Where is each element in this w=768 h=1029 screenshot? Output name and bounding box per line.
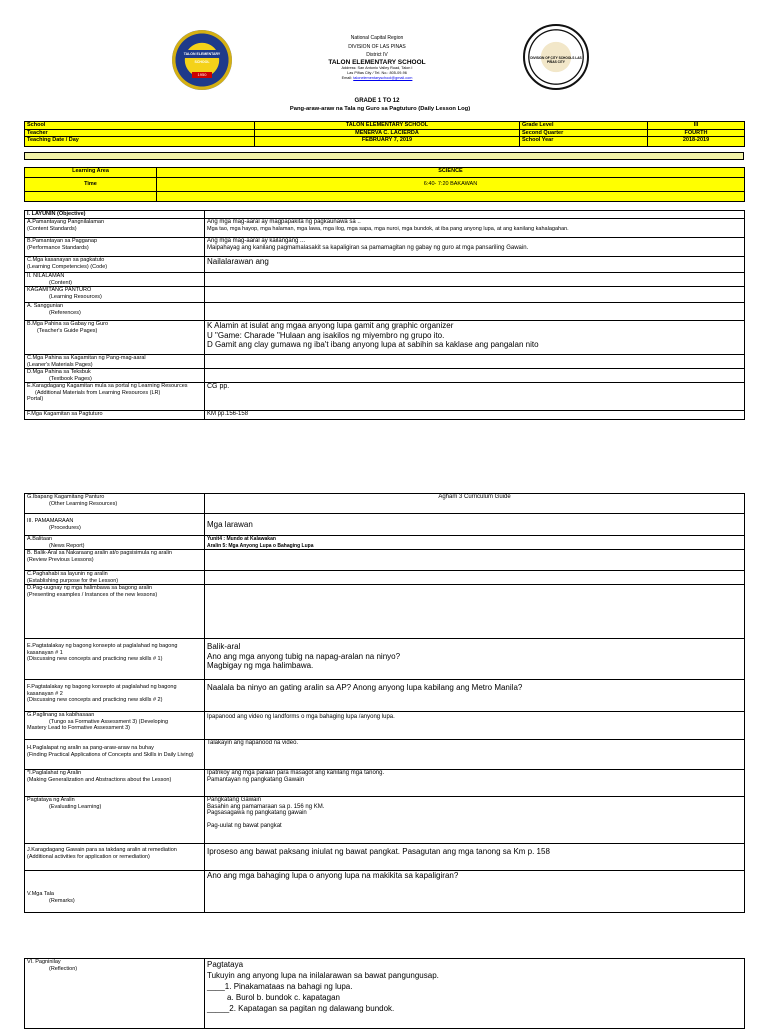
content-standards-line: Ang mga mag-aaral ay magpapakita ng pagkaunawa sa .. bbox=[207, 219, 361, 225]
info-label: Teacher bbox=[25, 129, 255, 137]
info-value: TALON ELEMENTARY SCHOOL bbox=[255, 122, 520, 130]
examples-label: D.Pag-uugnay ng mga halimbawa sa bagong aralin bbox=[27, 585, 153, 591]
seal-left-banner: TALON ELEMENTARY SCHOOL bbox=[180, 50, 224, 58]
grade-title: GRADE 1 TO 12 bbox=[354, 98, 400, 104]
resources-label: KAGAMITANG PANTURO bbox=[27, 287, 92, 293]
concept2-label: F.Pagtatalakay ng bagong konsepto at paglalahad ng bagong kasanayan # 2 bbox=[27, 684, 177, 697]
table-row bbox=[25, 712, 745, 740]
competencies-label: C.Mga kasanayan sa pagkatuto bbox=[27, 257, 105, 263]
concept1-sub: (Discussing new concepts and practicing new skills # 1) bbox=[27, 656, 163, 662]
lm-label: C.Mga Pahina sa Kagamitan ng Pang-mag-aaral bbox=[27, 355, 146, 361]
info-label: School Year bbox=[520, 137, 648, 147]
empty-cell bbox=[205, 585, 745, 639]
table-row bbox=[25, 844, 745, 871]
references-label: A. Sanggunian bbox=[27, 303, 64, 309]
reflection-line: Tukuyin ang anyong lupa na inilalarawan sa bawat pangungusap. bbox=[207, 971, 439, 980]
references-sub: (References) bbox=[49, 309, 81, 316]
news-report-sub: (News Report) bbox=[49, 542, 85, 549]
reflection-label: VI. Pagninilay bbox=[27, 959, 61, 965]
generalization-label: *I.Paglalahat ng Aralin bbox=[27, 770, 82, 776]
info-spacer-row bbox=[24, 152, 744, 160]
region-text: National Capital Region bbox=[350, 35, 404, 41]
address-line-2: Las Piñas City / Tel. No.: 805-09-96 bbox=[347, 71, 407, 75]
empty-cell bbox=[205, 287, 745, 303]
lr-portal-label: E.Karagdagang Kagamitan mula sa portal ng Learning Resources bbox=[27, 383, 188, 389]
guide-sub: (Teacher's Guide Pages) bbox=[37, 327, 98, 334]
empty-cell bbox=[205, 369, 745, 383]
learning-area-value: SCIENCE bbox=[157, 168, 745, 178]
table-row bbox=[25, 303, 745, 321]
info-table bbox=[24, 121, 745, 147]
email-prefix: Email: bbox=[341, 76, 353, 80]
mastery-sub: Mastery Lead to Formative Assessment 3) bbox=[27, 725, 131, 731]
table-row bbox=[25, 129, 745, 137]
empty-cell bbox=[157, 192, 745, 202]
remediation-value: Iproseso ang bawat paksang iniulat ng bawat pangkat. Pasagutan ang mga tanong sa Km p. 158 bbox=[205, 844, 745, 871]
table-row bbox=[25, 550, 745, 571]
table-row bbox=[25, 959, 745, 1029]
daily-life-value: Talakayin ang napanood na video. bbox=[205, 740, 745, 770]
remarks-label: V.Mga Tala bbox=[27, 891, 54, 897]
empty-cell bbox=[205, 273, 745, 287]
lesson-table-2 bbox=[24, 493, 745, 913]
review-sub: (Review Previous Lessons) bbox=[27, 556, 94, 563]
evaluation-label: Pagtataya ng Aralin bbox=[27, 797, 75, 803]
concept1-line: Magbigay ng mga halimbawa. bbox=[207, 661, 314, 670]
table-row bbox=[25, 514, 745, 536]
email-link[interactable]: talonelementaryschool@gmail.com bbox=[353, 76, 413, 80]
procedures-value: Mga larawan bbox=[205, 514, 745, 536]
reflection-line: a. Burol b. bundok c. kapatagan bbox=[227, 993, 340, 1002]
daily-life-sub: (Finding Practical Applications of Concepts and Skills in Daily Living) bbox=[27, 751, 194, 758]
lesson-table-3 bbox=[24, 958, 745, 1029]
performance-standards-line: Maipahayag ang kanilang pagmamalasakit sa kapaligiran sa pamamagitan ng gabay ng guro at mga pansariling Gawain. bbox=[207, 244, 529, 251]
table-row bbox=[25, 178, 745, 192]
table-row bbox=[25, 321, 745, 355]
table-row bbox=[25, 287, 745, 303]
mastery-value: Ipapanood ang video ng landforms o mga bahaging lupa /anyong lupa. bbox=[205, 712, 745, 740]
email-line bbox=[250, 76, 504, 81]
reflection-sub: (Reflection) bbox=[49, 965, 78, 972]
table-row bbox=[25, 369, 745, 383]
empty-cell bbox=[205, 550, 745, 571]
evaluation-sub: (Evaluating Learning) bbox=[49, 803, 102, 810]
evaluation-line: Pagsasagawa ng pangkatang gawain bbox=[207, 810, 307, 816]
empty-cell bbox=[205, 571, 745, 585]
mastery-sub: (Tungo sa Formative Assessment 3) (Developing bbox=[49, 718, 169, 725]
empty-cell bbox=[205, 303, 745, 321]
guide-k: K Alamin at isulat ang mgaa anyong lupa gamit ang graphic organizer bbox=[207, 321, 454, 330]
time-label: Time bbox=[25, 178, 157, 192]
seal-left-year: 1950 bbox=[192, 72, 212, 78]
purpose-label: C.Paghahabi sa layunin ng aralin bbox=[27, 571, 108, 577]
other-resources-sub: (Other Learning Resources) bbox=[49, 500, 118, 507]
procedures-sub: (Procedures) bbox=[49, 524, 81, 531]
address-line-1: Address: San Antonio Valley Road, Talon I bbox=[341, 66, 413, 70]
generalization-sub: (Making Generalization and Abstractions about the Lesson) bbox=[27, 776, 172, 783]
other-resources-value: Agham 3 Curriculum Guide bbox=[205, 494, 745, 514]
info-value: FEBRUARY 7, 2019 bbox=[255, 137, 520, 147]
evaluation-line: Pag-uulat ng bawat pangkat bbox=[207, 822, 282, 829]
lr-portal-sub: Portal) bbox=[27, 396, 44, 402]
info-value: MENERVA C. LACIERDA bbox=[255, 129, 520, 137]
district-text: District IV bbox=[366, 52, 388, 58]
info-label: Grade Level bbox=[520, 122, 648, 130]
table-row bbox=[25, 211, 745, 219]
objectives-heading: I. LAYUNIN (Objective) bbox=[25, 211, 205, 219]
evaluation-line: Pangkatang Gawain bbox=[207, 797, 262, 803]
examples-sub: (Presenting examples / Instances of the new lessons) bbox=[27, 591, 158, 598]
header-block bbox=[250, 34, 504, 81]
learning-area-label: Learning Area bbox=[25, 168, 157, 178]
remarks-value: Ano ang mga bahaging lupa o anyong lupa na makikita sa kapaligiran? bbox=[205, 871, 745, 913]
area-table bbox=[24, 167, 745, 202]
table-row bbox=[25, 871, 745, 913]
lr-portal-sub: (Additional Materials from Learning Resources (LR) bbox=[35, 389, 161, 396]
other-resources-label: G.Ibapang Kagamitang Panturo bbox=[27, 494, 105, 500]
lm-sub: (Leaner's Materials Pages) bbox=[27, 361, 93, 368]
table-row bbox=[25, 168, 745, 178]
time-value: 6:40- 7:20 BAKAWAN bbox=[157, 178, 745, 192]
performance-standards-line: Ang mga mag-aaral ay kailangang ... bbox=[207, 238, 306, 244]
mastery-label: G.Paglinang sa kabihasaan bbox=[27, 712, 95, 718]
reflection-line: ____1. Pinakamataas na bahagi ng lupa. bbox=[207, 982, 353, 991]
lesson-table-1 bbox=[24, 210, 745, 420]
table-row bbox=[25, 355, 745, 369]
performance-standards-label: B.Pamantayan sa Pagganap bbox=[27, 238, 98, 244]
concept1-label: E.Pagtatalakay ng bagong konsepto at paglalahad ng bagong kasanayan # 1 bbox=[27, 643, 178, 656]
content-sub: (Content) bbox=[49, 279, 72, 286]
info-value: FOURTH bbox=[648, 129, 745, 137]
concept2-sub: (Discussing new concepts and practicing new skills # 2) bbox=[27, 697, 163, 703]
table-row bbox=[25, 740, 745, 770]
concept1-line: Balik-aral bbox=[207, 642, 241, 651]
table-row bbox=[25, 257, 745, 273]
guide-d: D Gamit ang clay gumawa ng iba't ibang anyong lupa at sabihin sa kaklase ang pangalan nito bbox=[207, 340, 539, 349]
empty-cell bbox=[205, 211, 745, 219]
table-row bbox=[25, 411, 745, 420]
lesson-title: Aralin 5: Mga Anyong Lupa o Bahaging Lupa bbox=[207, 542, 314, 549]
content-standards-sub: (Content Standards) bbox=[27, 225, 77, 232]
textbook-sub: (Textbook Pages) bbox=[49, 375, 92, 382]
division-text: DIVISION OF LAS PINAS bbox=[348, 44, 406, 50]
table-row bbox=[25, 219, 745, 238]
info-label: School bbox=[25, 122, 255, 130]
concept1-line: Ano ang mga anyong tubig na napag-aralan na ninyo? bbox=[207, 651, 401, 661]
content-label: II. NILALAMAN bbox=[27, 273, 65, 279]
content-standards-label: A.Pamantayang Pangnilalaman bbox=[27, 219, 105, 225]
empty-cell bbox=[25, 192, 157, 202]
seal-right-text: DIVISION OF CITY SCHOOLS LAS PIÑAS CITY bbox=[530, 56, 582, 64]
school-name: TALON ELEMENTARY SCHOOL bbox=[328, 59, 426, 66]
remediation-label: J.Karagdagang Gawain para sa takdang aralin at remediation bbox=[27, 847, 177, 853]
table-row bbox=[25, 137, 745, 147]
remarks-sub: (Remarks) bbox=[49, 897, 75, 904]
guide-u: U "Game: Charade "Hulaan ang isakilos ng miyembro ng grupo ito. bbox=[207, 330, 445, 340]
table-row bbox=[25, 797, 745, 844]
table-row bbox=[25, 383, 745, 411]
empty-cell bbox=[205, 355, 745, 369]
table-row bbox=[25, 122, 745, 130]
table-row bbox=[25, 639, 745, 680]
performance-standards-sub: (Performance Standards) bbox=[27, 244, 89, 251]
table-row bbox=[25, 238, 745, 257]
competencies-sub: (Learning Competencies) (Code) bbox=[27, 263, 108, 270]
reflection-line: Pagtataya bbox=[207, 960, 244, 969]
table-row bbox=[25, 494, 745, 514]
procedures-label: III. PAMAMARAAN bbox=[27, 518, 74, 524]
table-row bbox=[25, 536, 745, 550]
materials-label: F.Mga Kagamitan sa Pagtuturo bbox=[25, 411, 205, 420]
table-row bbox=[25, 770, 745, 797]
info-label: Teaching Date / Day bbox=[25, 137, 255, 147]
review-label: B. Balik-Aral sa Nakaraang aralin at/o pagsisimula ng aralin bbox=[27, 550, 172, 556]
document-title: Pang-araw-araw na Tala ng Guro sa Pagtuturo (Daily Lesson Log) bbox=[289, 106, 471, 112]
generalization-line: Pamantayan ng pangkatang Gawain bbox=[207, 776, 305, 783]
table-row bbox=[25, 680, 745, 712]
competencies-value: Nailalarawan ang bbox=[205, 257, 745, 273]
info-value: III bbox=[648, 122, 745, 130]
info-value: 2018-2019 bbox=[648, 137, 745, 147]
concept2-value: Naalala ba ninyo an gating aralin sa AP? Anong anyong lupa kabilang ang Metro Manila? bbox=[205, 680, 745, 712]
unit-title: Yunit4 : Mundo at Kalawakan bbox=[207, 536, 276, 542]
news-report-label: A.Balitaan bbox=[27, 536, 53, 542]
info-label: Second Quarter bbox=[520, 129, 648, 137]
generalization-line: Ipatnkoy ang mga paraan para masagot ang kanilang mga tanong. bbox=[207, 770, 385, 776]
guide-label: B.Mga Pahina sa Gabay ng Guro bbox=[27, 321, 109, 327]
table-row bbox=[25, 571, 745, 585]
lr-portal-value: CG pp. bbox=[205, 383, 745, 411]
daily-life-label: H.Paglalapat ng aralin sa pang-araw-araw na buhay bbox=[27, 745, 154, 751]
evaluation-line: Basahin ang pamamaraan sa p. 156 ng KM. bbox=[207, 803, 325, 810]
reflection-line: _____2. Kapatagan sa pagitan ng dalawang bundok. bbox=[207, 1004, 395, 1013]
content-standards-line: Mga tao, mga hayop, mga halaman, mga lawa, mga ilog, mga sapa, mga nuroi, mga bundok, at iba pang anyong lupa, at ang kanilang kahalagahan. bbox=[207, 225, 569, 232]
remediation-sub: (Additional activities for application or remediation) bbox=[27, 853, 150, 860]
table-row bbox=[25, 273, 745, 287]
resources-sub: (Learning Resources) bbox=[49, 293, 102, 300]
materials-value: KM pp.156-158 bbox=[205, 411, 745, 420]
purpose-sub: (Establishing purpose for the Lesson) bbox=[27, 577, 119, 584]
table-row bbox=[25, 192, 745, 202]
table-row bbox=[25, 585, 745, 639]
textbook-label: D.Mga Pahina sa Teksbuk bbox=[27, 369, 91, 375]
